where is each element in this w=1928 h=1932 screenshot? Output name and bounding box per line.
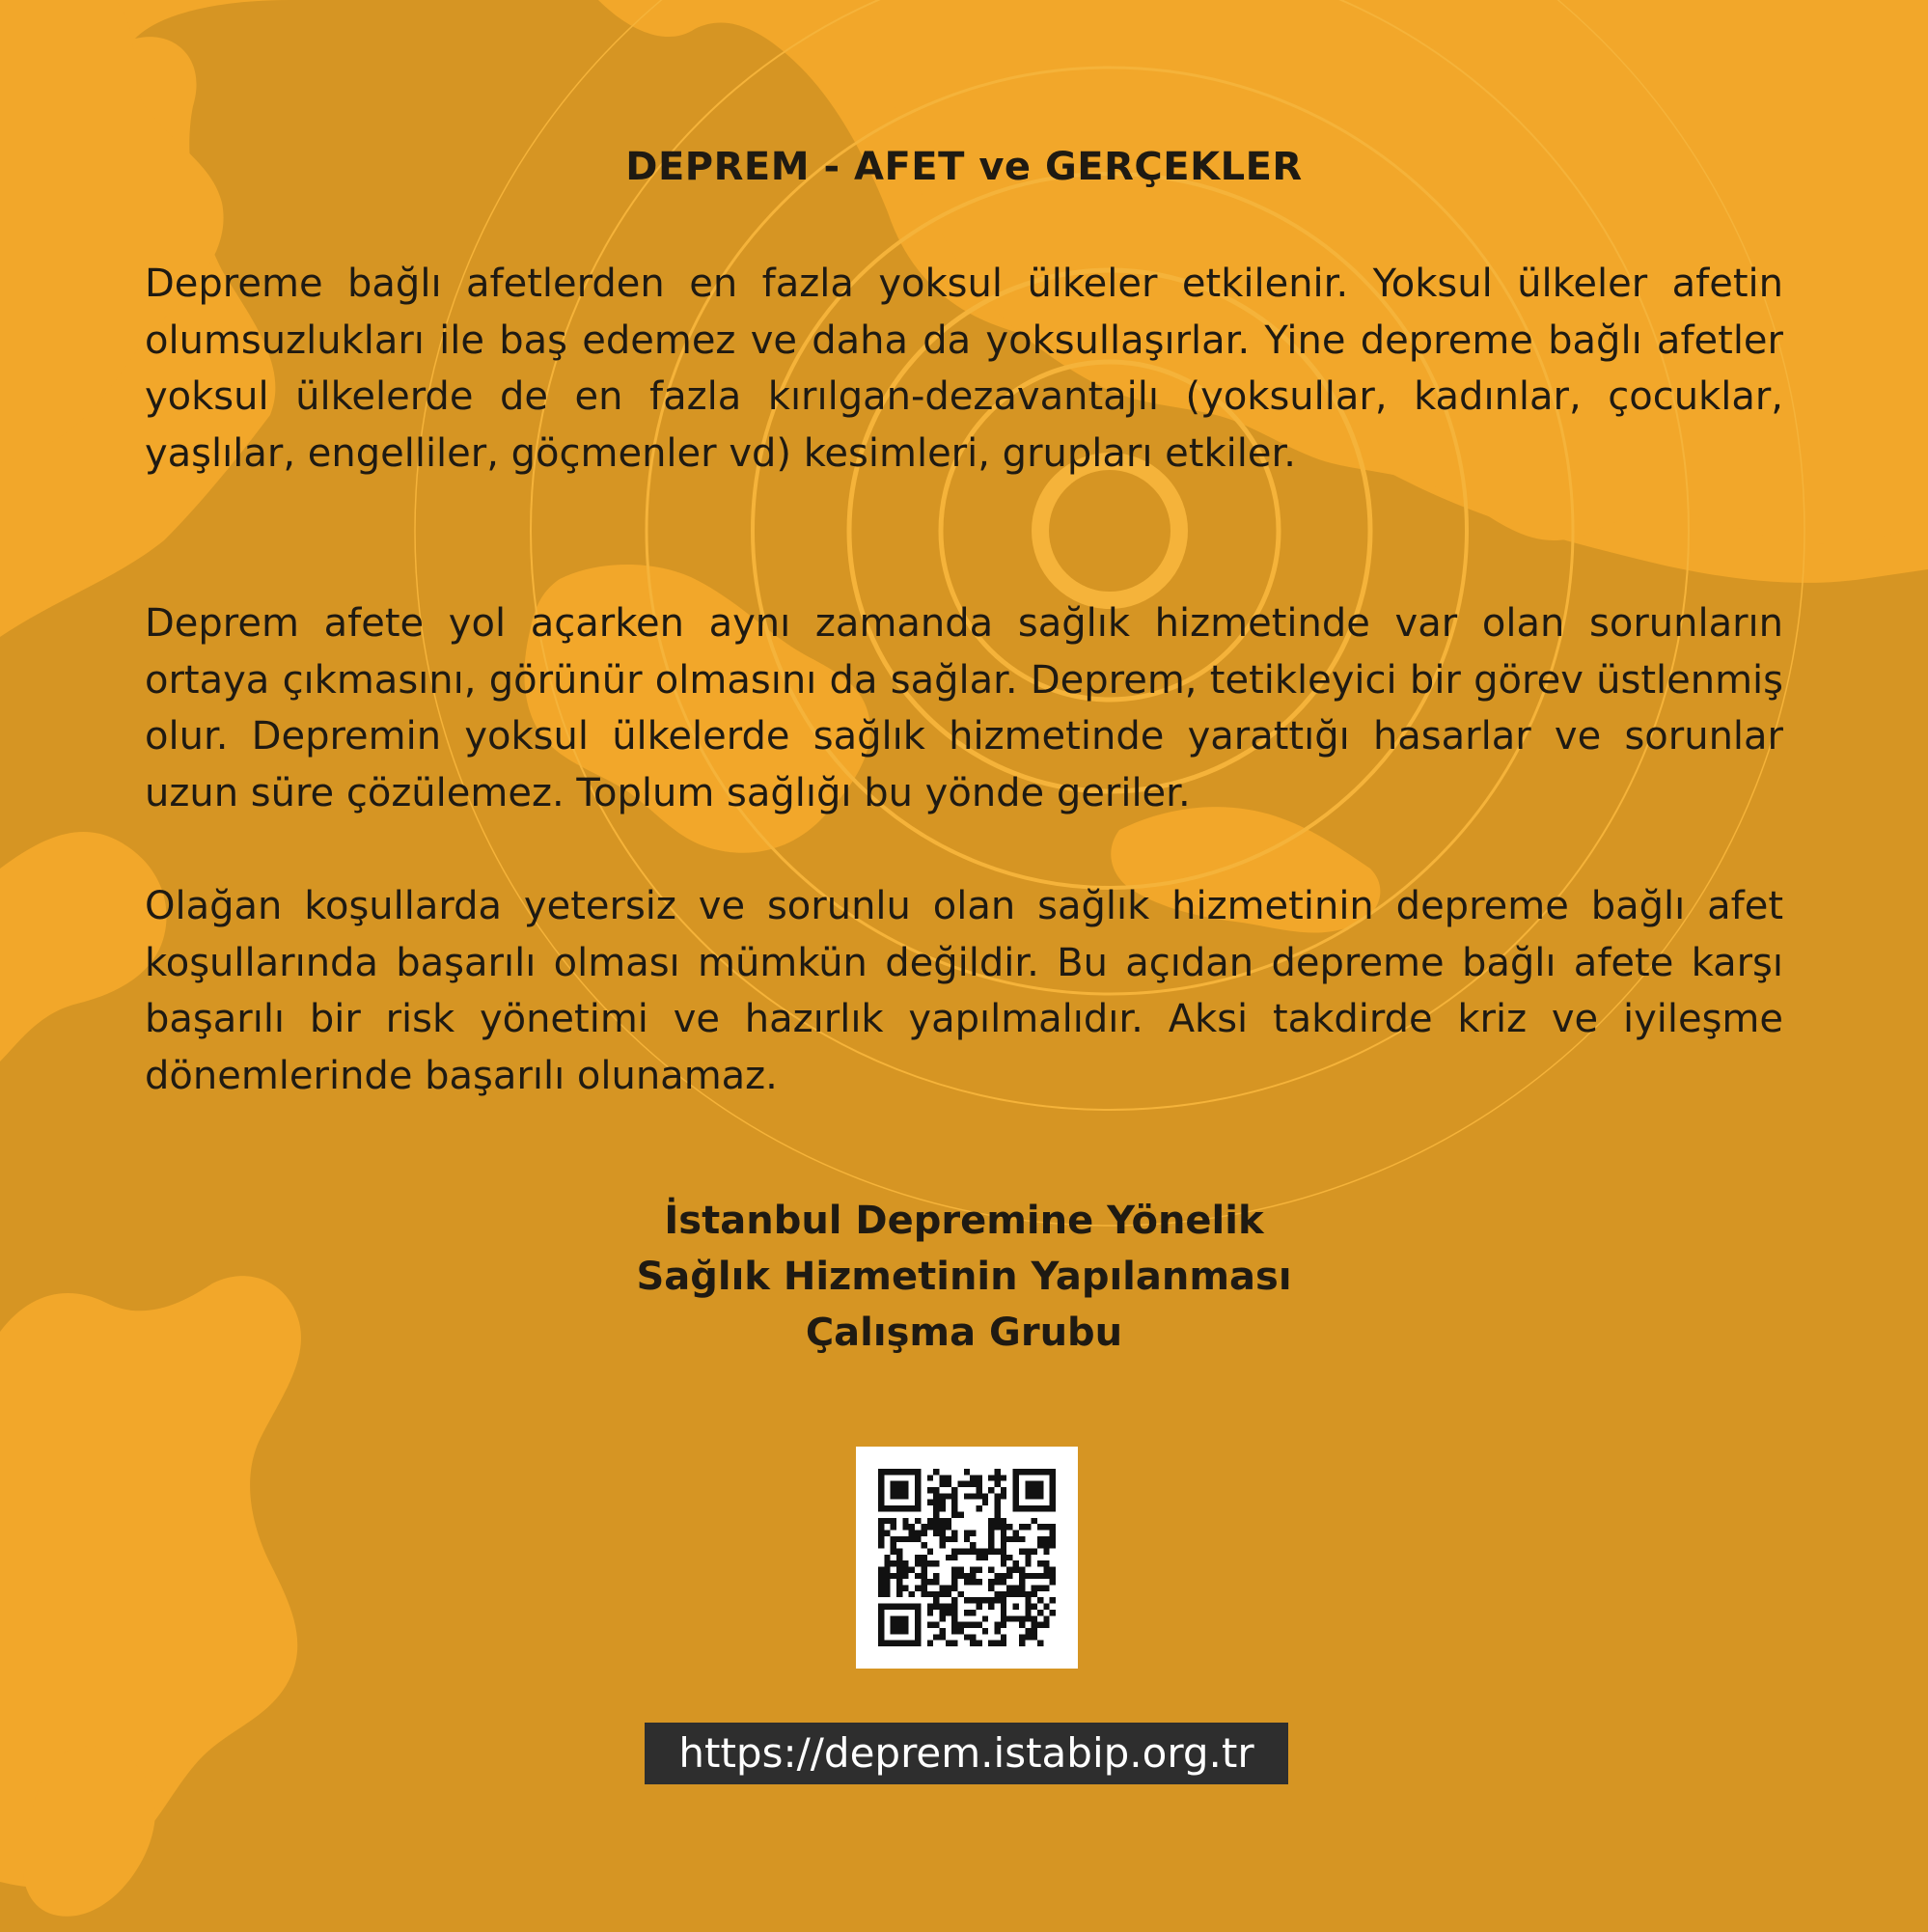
qr-code[interactable] <box>856 1447 1078 1669</box>
paragraph-2: Deprem afete yol açarken aynı zamanda sağlık hizmetinde var olan sorunların ortaya çıkmasını, görünür olmasını da sağlar. Deprem, tetikleyici bir görev üstlenmiş olur. Depremin yoksul ülkelerde sağlık hizmetinde yarattığı hasarlar ve sorunlar uzun süre çözülemez. Toplum sağlığı bu yönde geriler. <box>145 601 1783 815</box>
paragraph-1: Depreme bağlı afetlerden en fazla yoksul ülkeler etkilenir. Yoksul ülkeler afetin olumsuzlukları ile baş edemez ve daha da yoksullaşırlar. Yine depreme bağlı afetler yoksul ülkelerde de en fazla kırılgan-dezavantajlı (yoksullar, kadınlar, çocuklar, yaşlılar, engelliler, göçmenler vd) kesimleri, grupları etkiler. <box>145 262 1783 476</box>
signature-block <box>0 1193 1928 1361</box>
signature-line-1: İstanbul Depremine Yönelik <box>664 1199 1264 1243</box>
signature-line-3: Çalışma Grubu <box>805 1311 1123 1355</box>
paragraph-3: Olağan koşullarda yetersiz ve sorunlu olan sağlık hizmetinin depreme bağlı afet koşullarında başarılı olması mümkün değildir. Bu açıdan depreme bağlı afete karşı başarılı bir risk yönetimi ve hazırlık yapılmalıdır. Aksi takdirde kriz ve iyileşme dönemlerinde başarılı olunamaz. <box>145 884 1783 1098</box>
qr-code-icon <box>878 1469 1056 1646</box>
website-link[interactable]: https://deprem.istabip.org.tr <box>645 1723 1288 1784</box>
page-title: DEPREM - AFET ve GERÇEKLER <box>625 145 1303 189</box>
signature-line-2: Sağlık Hizmetinin Yapılanması <box>636 1255 1292 1299</box>
